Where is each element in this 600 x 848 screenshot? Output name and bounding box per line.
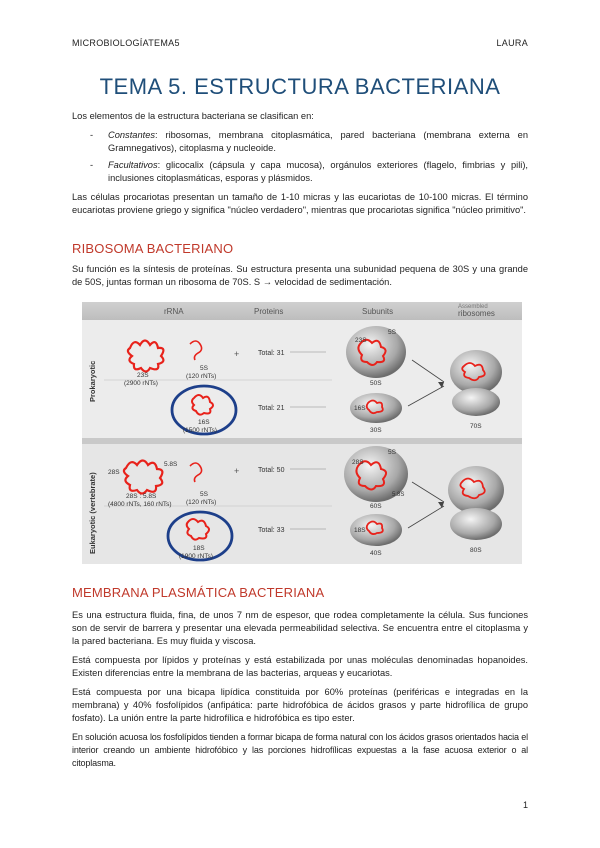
element-list <box>72 129 528 185</box>
col-rrna: rRNA <box>164 307 184 316</box>
col-proteins: Proteins <box>254 307 284 316</box>
header-left: MICROBIOLOGÍATEMA5 <box>72 38 180 48</box>
section-heading: RIBOSOMA BACTERIANO <box>72 241 234 256</box>
page-title: TEMA 5. ESTRUCTURA BACTERIANA <box>99 74 501 99</box>
membrane-paragraph: Está compuesta por lípidos y proteínas y está estabilizada por unas moléculas denominadas hopanoides. Existen diferencias entre la membrana de las bacterias, arqueas y eucariotas. <box>72 655 528 678</box>
subunit-rrna-label: 18S <box>354 527 366 534</box>
subunit-rrna-label: 5S <box>388 449 396 456</box>
rrna-nt-label: (2900 rNTs) <box>124 380 158 387</box>
protein-total: Total: 50 <box>258 467 285 474</box>
list-item-text: : glicocalix (cápsula y capa mucosa), orgánulos exteriores (flagelo, fimbrias y pili), inclusiones citoplasmáticas, esporas y plásmidos. <box>108 160 528 183</box>
list-item-text: : ribosomas, membrana citoplasmática, pared bacteriana (membrana externa en Gramnegativos), citoplasma y nucleoide. <box>108 130 528 153</box>
rrna-label: 16S <box>198 419 210 426</box>
col-subunits: Subunits <box>362 307 394 316</box>
col-ribosomes-top: Assembled <box>458 304 488 310</box>
ribosome-80s-large <box>448 466 504 514</box>
protein-total: Total: 33 <box>258 527 285 534</box>
subunit-rrna-label: 16S <box>354 405 366 412</box>
rrna-nt-label: (4800 rNTs, 160 rNTs) <box>108 501 172 508</box>
term: Constantes <box>108 130 156 140</box>
rrna-label: 28S <box>108 469 120 476</box>
ribosome-label: 70S <box>470 423 482 430</box>
rrna-label: 28S : 5.8S <box>126 493 157 500</box>
rrna-nt-label: (120 rNTs) <box>186 499 217 506</box>
membrane-paragraph: En solución acuosa los fosfolípidos tienden a formar bicapa de forma natural con los ácidos grasos orientados hacia el interior creando un ambiente hidrofóbico y las porciones hidrofílicas expuestas a la fase acuosa exterior o al citoplasma. <box>72 732 528 768</box>
ribosome-70s-small <box>452 388 500 416</box>
ribosome-text: Su función es la síntesis de proteínas. Su estructura presenta una subunidad pequena de 30S y una grande de 50S, juntas forman un ribosoma de 70S. S → velocidad de sedimentación. <box>72 264 528 287</box>
subunit-label: 40S <box>370 550 382 557</box>
sizes-paragraph: Las células procariotas presentan un tamaño de 1-10 micras y las eucariotas de 10-100 micras. El término eucariotas proviene griego y significa "núcleo verdadero", mientras que procariotas significa "núcleo primitivo". <box>72 192 528 215</box>
ribosome-diagram <box>82 302 522 564</box>
intro-text: Los elementos de la estructura bacteriana se clasifican en: <box>72 111 314 121</box>
page-number: 1 <box>522 800 528 810</box>
rrna-label: 5.8S <box>164 461 178 468</box>
membrane-paragraph: Está compuesta por una bicapa lipídica constituida por 60% proteínas (periféricas e integradas en la membrana) y 40% fosfolípidos (anfipática: parte hidrofóbica de ácidos grasos y parte hidrofílica de grupo fosfato). La unión entre la parte hidrofílica e hidrofóbica es tipo ester. <box>72 687 528 723</box>
ribosome-label: 80S <box>470 547 482 554</box>
list-item <box>108 129 528 155</box>
protein-total: Total: 21 <box>258 405 285 412</box>
rrna-label: 5S <box>200 491 208 498</box>
subunit-rrna-label: 28S <box>352 459 364 466</box>
plus-sign: + <box>234 349 240 359</box>
membrane-paragraph: Es una estructura fluida, fina, de unos 7 nm de espesor, que rodea completamente la célula. Sus funciones son de servir de barrera y presentar una elevada permeabilidad selectiva. Se encuentra entre el citoplasma y la pared bacteriana. Es muy fluida y viscosa. <box>72 610 528 646</box>
rrna-nt-label: (120 rNTs) <box>186 373 217 380</box>
subunit-50s <box>346 326 406 378</box>
ribosome-section <box>72 242 528 295</box>
protein-total: Total: 31 <box>258 350 285 357</box>
term: Facultativos <box>108 160 158 170</box>
rrna-label: 18S <box>193 545 205 552</box>
subunit-label: 50S <box>370 380 382 387</box>
ribosome-figure <box>82 302 522 564</box>
rrna-nt-label: (1500 rNTs) <box>183 427 217 434</box>
subunit-label: 60S <box>370 503 382 510</box>
rrna-label: 5S <box>200 365 208 372</box>
side-label-prokaryotic: Prokaryotic <box>88 360 97 402</box>
rrna-label: 23S <box>137 372 149 379</box>
side-label-eukaryotic: Eukaryotic (vertebrate) <box>88 472 97 554</box>
ribosome-80s-small <box>450 508 502 540</box>
subunit-rrna-label: 5.8S <box>392 492 405 498</box>
subunit-label: 30S <box>370 427 382 434</box>
col-ribosomes: ribosomes <box>458 309 495 318</box>
rrna-nt-label: (1900 rNTs) <box>179 553 213 560</box>
membrane-section <box>72 586 528 776</box>
plus-sign: + <box>234 466 240 476</box>
section-heading: MEMBRANA PLASMÁTICA BACTERIANA <box>72 585 325 600</box>
ribosome-70s-large <box>450 350 502 394</box>
list-item <box>108 159 528 185</box>
band-divider <box>82 438 522 444</box>
intro-section <box>72 110 528 223</box>
figure-header-bar <box>82 302 522 320</box>
subunit-rrna-label: 5S <box>388 329 396 336</box>
subunit-rrna-label: 23S <box>355 337 367 344</box>
header-right: LAURA <box>496 38 528 48</box>
